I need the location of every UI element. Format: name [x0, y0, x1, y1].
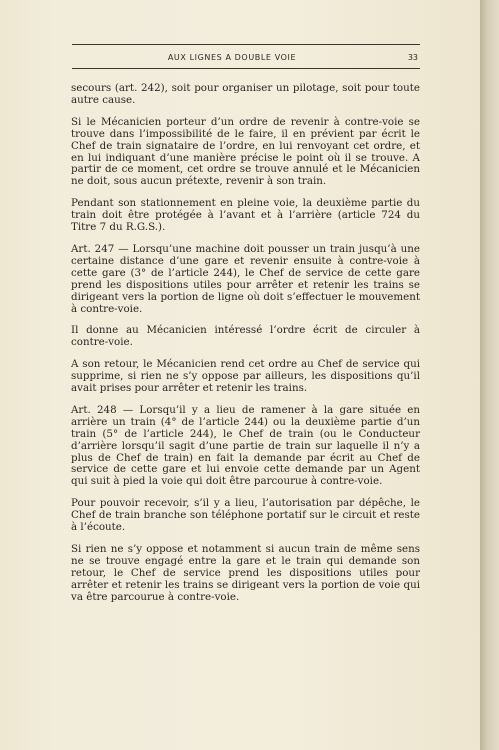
paragraph: Si rien ne s’y oppose et notamment si aucun train de même sens ne se trouve engagé entre la gare et le train qui demande son retour, le Chef de service prend les dispositions utiles pour arrêter et retenir les trains se dirigeant vers la portion de voie qui va être parcourue à contre-voie.	[71, 543, 420, 603]
paragraph: Pour pouvoir recevoir, s’il y a lieu, l’autorisation par dépêche, le Chef de train branche son téléphone portatif sur le circuit et reste à l’écoute.	[71, 497, 420, 534]
header-bottom-rule	[72, 68, 420, 69]
page-number: 33	[407, 53, 418, 62]
body-text	[71, 83, 420, 604]
paragraph: A son retour, le Mécanicien rend cet ordre au Chef de service qui supprime, si rien ne s’y oppose par ailleurs, les dispositions qu’il avait prises pour arrêter et retenir les trains.	[71, 358, 420, 395]
paragraph-art-248: Art. 248 — Lorsqu’il y a lieu de ramener à la gare située en arrière un train (4° de l’article 244) ou la deuxième partie d’un train (5° de l’article 244), le Chef de train (ou le Conducteur d’arrière lorsqu’il sagit d’une partie de train sur laquelle il n’y a plus de Chef de train) en fait la demande par écrit au Chef de service de cette gare et lui envoie cette demande par un Agent qui suit à pied la voie qui doit être parcourue à contre-voie.	[71, 403, 420, 488]
running-title: AUX LIGNES A DOUBLE VOIE	[167, 53, 297, 62]
paragraph: Pendant son stationnement en pleine voie, la deuxième partie du train doit être protégée à l’avant et à l’arrière (article 724 du Titre 7 du R.G.S.).	[71, 197, 420, 234]
paragraph: Il donne au Mécanicien intéressé l’ordre écrit de circuler à contre-voie.	[71, 324, 420, 349]
header-top-rule	[72, 44, 420, 45]
paragraph: Si le Mécanicien porteur d’un ordre de revenir à contre-voie se trouve dans l’impossibilité de le faire, il en prévient par écrit le Chef de train signataire de l’ordre, en lui renvoyant cet ordre, et en lui indiquant d’une manière précise le point où il se trouve. A partir de ce moment, cet ordre se trouve annulé et le Mécanicien ne doit, sous aucun prétexte, revenir à son train.	[71, 115, 420, 188]
page-header	[72, 44, 420, 74]
paragraph: secours (art. 242), soit pour organiser un pilotage, soit pour toute autre cause.	[71, 82, 420, 106]
book-page-edge	[480, 0, 499, 750]
paragraph-art-247: Art. 247 — Lorsqu’une machine doit pousser un train jusqu’à une certaine distance d’une gare et revenir ensuite à contre-voie à cette gare (3° de l’article 244), le Chef de service de cette gare prend les dispositions utiles pour arrêter et retenir les trains se dirigeant vers la portion de ligne où doit s’effectuer le mouvement à contre-voie.	[71, 242, 420, 315]
